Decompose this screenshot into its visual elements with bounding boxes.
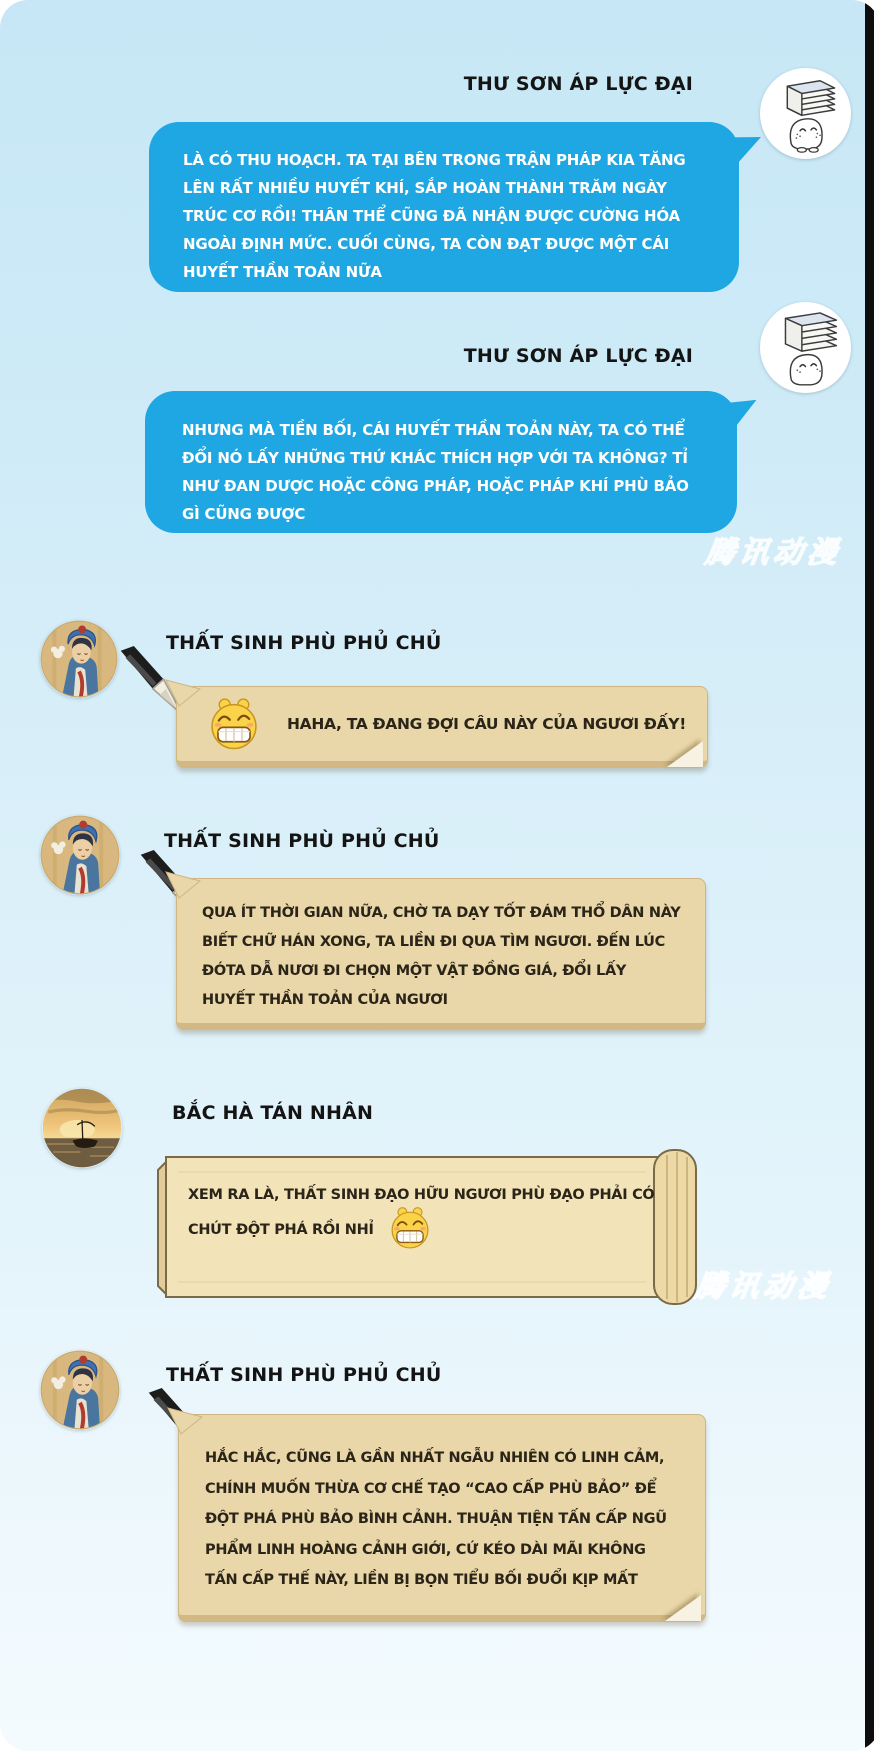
classical-painting-icon — [40, 815, 120, 895]
grin-emoji-icon — [207, 697, 261, 751]
bubble-tail — [730, 131, 765, 165]
chat-bubble — [145, 391, 737, 533]
chat-bubble — [178, 1414, 706, 1622]
avatar-classical-painting — [40, 620, 118, 698]
page-curl — [665, 1595, 701, 1621]
bubble-tail — [728, 396, 761, 428]
message-text: QUA ÍT THỜI GIAN NỮA, CHỜ TA DẠY TỐT ĐÁM THỔ DÂN NÀY BIẾT CHỮ HÁN XONG, TA LIỀN ĐI QUA TÌM NGƯƠI. ĐẾN LÚC ĐÓTA DẪ NƯƠI ĐI CHỌN MỘT VẬT ĐỒNG GIÁ, ĐỔI LẤY HUYẾT THẦN TOẢN CỦA NGƯƠI — [202, 905, 681, 1008]
avatar-classical-painting — [40, 1350, 120, 1430]
chat-bubble — [176, 878, 706, 1030]
watermark: 腾讯动漫 — [693, 1269, 835, 1303]
sender-name: THƯ SƠN ÁP LỰC ĐẠI — [463, 73, 693, 95]
chat-bubble — [176, 686, 708, 768]
sender-name: THẤT SINH PHÙ PHỦ CHỦ — [166, 632, 442, 654]
page-right-margin — [874, 0, 880, 1751]
message-text: HẮC HẮC, CŨNG LÀ GẦN NHẤT NGẪU NHIÊN CÓ LINH CẢM, CHÍNH MUỐN THỪA CƠ CHẾ TẠO “CAO CẤP PHÙ BẢO” ĐỂ ĐỘT PHÁ PHÙ BẢO BÌNH CẢNH. THUẬN TIỆN TẤN CẤP NGŨ PHẨM LINH HOÀNG CẢNH GIỚI, CỨ KÉO DÀI MÃI KHÔNG TẤN CẤP THẾ NÀY, LIỀN BỊ BỌN TIỂU BỐI ĐUỔI KỊP MẤT — [205, 1450, 667, 1588]
message-text: LÀ CÓ THU HOẠCH. TA TẠI BÊN TRONG TRẬN PHÁP KIA TĂNG LÊN RẤT NHIỀU HUYẾT KHÍ, SẮP HOÀN THÀNH TRĂM NGÀY TRÚC CƠ RỒI! THÂN THỂ CŨNG ĐÃ NHẬN ĐƯỢC CƯỜNG HÓA NGOÀI ĐỊNH MỨC. CUỐI CÙNG, TA CÒN ĐẠT ĐƯỢC MỘT CÁI HUYẾT THẦN TOẢN NỮA — [183, 151, 686, 281]
sunset-boat-icon — [42, 1088, 122, 1168]
avatar-classical-painting — [40, 815, 120, 895]
classical-painting-icon — [40, 620, 118, 698]
page-curl — [667, 741, 703, 767]
message-text: NHƯNG MÀ TIỀN BỐI, CÁI HUYẾT THẦN TOẢN NÀY, TA CÓ THỂ ĐỔI NÓ LẤY NHỮNG THỨ KHÁC THÍCH HỢP VỚI TA KHÔNG? TỈ NHƯ ĐAN DƯỢC HOẶC CÔNG PHÁP, HOẶC PHÁP KHÍ PHÙ BẢO GÌ CŨNG ĐƯỢC — [182, 421, 689, 523]
book-stack-mascot-icon — [760, 68, 851, 159]
panel-right-edge — [865, 0, 874, 1751]
sender-name: THẤT SINH PHÙ PHỦ CHỦ — [166, 1364, 442, 1386]
avatar-book-stack-mascot — [760, 68, 851, 159]
avatar-sunset-boat — [42, 1088, 122, 1168]
message-text-span: XEM RA LÀ, THẤT SINH ĐẠO HỮU NGƯƠI PHÙ ĐẠO PHẢI CÓ CHÚT ĐỘT PHÁ RỒI NHỈ — [188, 1187, 655, 1238]
message-text — [188, 1180, 686, 1250]
bubble-tail — [164, 870, 202, 900]
bubble-tail — [164, 678, 202, 708]
book-stack-mascot-icon — [760, 302, 851, 393]
sender-name: THẤT SINH PHÙ PHỦ CHỦ — [164, 830, 440, 852]
grin-emoji-icon — [388, 1206, 432, 1250]
watermark: 腾讯动漫 — [703, 535, 845, 569]
sender-name: THƯ SƠN ÁP LỰC ĐẠI — [463, 345, 693, 367]
chat-bubble — [149, 122, 739, 292]
message-text: HAHA, TA ĐANG ĐỢI CÂU NÀY CỦA NGƯƠI ĐẤY! — [287, 715, 686, 733]
bubble-tail — [166, 1406, 204, 1436]
sender-name: BẮC HÀ TÁN NHÂN — [172, 1102, 374, 1124]
classical-painting-icon — [40, 1350, 120, 1430]
avatar-book-stack-mascot — [760, 302, 851, 393]
